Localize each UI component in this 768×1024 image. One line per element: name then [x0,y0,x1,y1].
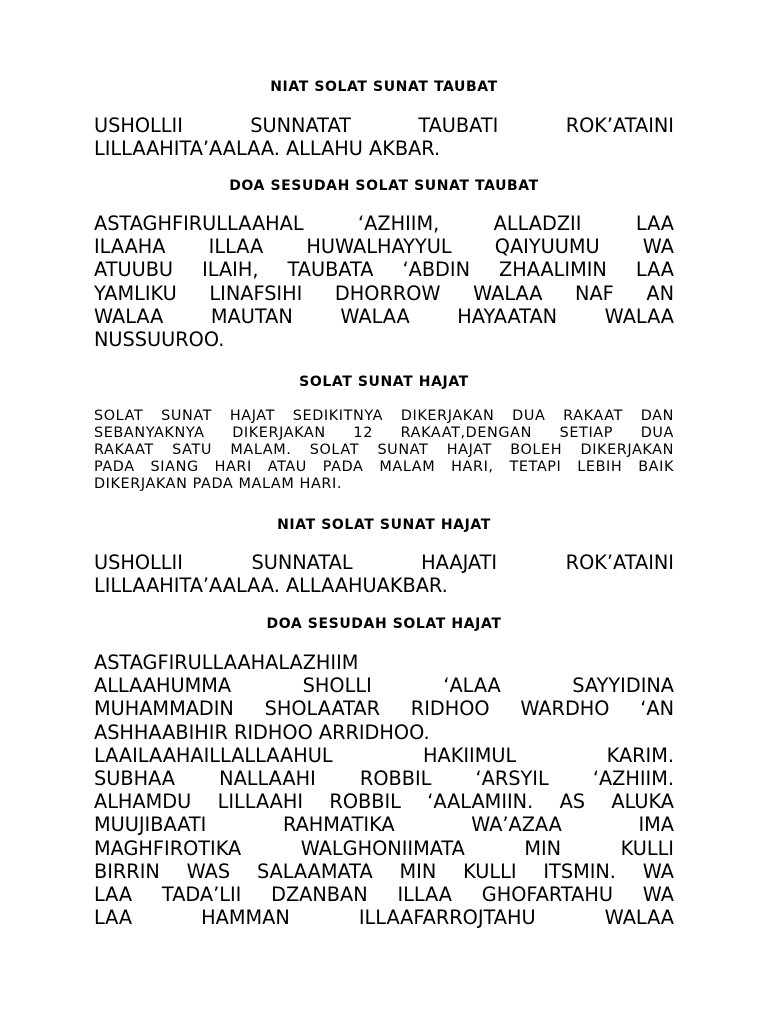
text-line: PADA SIANG HARI ATAU PADA MALAM HARI, TETAPI LEBIH BAIK [94,459,674,475]
heading-doa-sesudah-solat-hajat: DOA SESUDAH SOLAT HAJAT [266,616,502,632]
heading-niat-solat-sunat-hajat: NIAT SOLAT SUNAT HAJAT [277,517,491,533]
heading-doa-sesudah-solat-sunat-taubat: DOA SESUDAH SOLAT SUNAT TAUBAT [229,178,539,194]
text-line: LAA HAMMAN ILLAAFARROJTAHU WALAA [94,906,674,930]
text-line: MUHAMMADIN SHOLAATAR RIDHOO WARDHO ‘AN [94,697,674,721]
text-line: ATUUBU ILAIH, TAUBATA ‘ABDIN ZHAALIMIN LAA [94,258,674,282]
text-line: RAKAAT SATU MALAM. SOLAT SUNAT HAJAT BOLEH DIKERJAKAN [94,442,674,458]
text-line: USHOLLII SUNNATAT TAUBATI ROK’ATAINI [94,114,674,137]
text-line: ASTAGHFIRULLAAHAL ‘AZHIIM, ALLADZII LAA [94,212,674,235]
text-line: YAMLIKU LINAFSIHI DHORROW WALAA NAF AN [94,281,674,305]
text-line: ILAAHA ILLAA HUWALHAYYUL QAIYUUMU WA [94,235,674,259]
text-line: BIRRIN WAS SALAAMATA MIN KULLI ITSMIN. WA [94,859,674,883]
text-line: SOLAT SUNAT HAJAT SEDIKITNYA DIKERJAKAN DUA RAKAAT DAN [94,408,674,424]
text-line: DIKERJAKAN PADA MALAM HARI. [94,476,343,492]
text-line: WALAA MAUTAN WALAA HAYAATAN WALAA [94,304,674,328]
text-line: MUUJIBAATI RAHMATIKA WA’AZAA IMA [94,813,674,837]
text-line: ASHHAABIHIR RIDHOO ARRIDHOO. [94,720,430,744]
text-line: NUSSUUROO. [94,328,225,352]
heading-niat-solat-sunat-taubat: NIAT SOLAT SUNAT TAUBAT [270,79,498,95]
text-line: MAGHFIROTIKA WALGHONIIMATA MIN KULLI [94,836,674,860]
niat-taubat-text [94,114,674,160]
hajat-description-text [94,408,674,493]
doa-taubat-text [94,212,674,351]
text-line: LILLAAHITA’AALAA. ALLAAHUAKBAR. [94,574,448,598]
text-line: LAA TADA’LII DZANBAN ILLAA GHOFARTAHU WA [94,883,674,907]
text-line: ASTAGFIRULLAAHALAZHIIM [94,651,359,674]
text-line: LAAILAAHAILLALLAAHUL HAKIIMUL KARIM. [94,743,674,767]
text-line: ALLAAHUMMA SHOLLI ‘ALAA SAYYIDINA [94,674,674,698]
text-line: LILLAAHITA’AALAA. ALLAHU AKBAR. [94,137,441,161]
text-line: ALHAMDU LILLAAHI ROBBIL ‘AALAMIIN. AS ALUKA [94,790,674,814]
doa-hajat-text [94,651,674,929]
niat-hajat-text [94,551,674,597]
text-line: SEBANYAKNYA DIKERJAKAN 12 RAKAAT,DENGAN SETIAP DUA [94,425,674,441]
text-line: USHOLLII SUNNATAL HAAJATI ROK’ATAINI [94,551,674,574]
heading-solat-sunat-hajat: SOLAT SUNAT HAJAT [299,374,469,390]
text-line: SUBHAA NALLAAHI ROBBIL ‘ARSYIL ‘AZHIIM. [94,767,674,791]
